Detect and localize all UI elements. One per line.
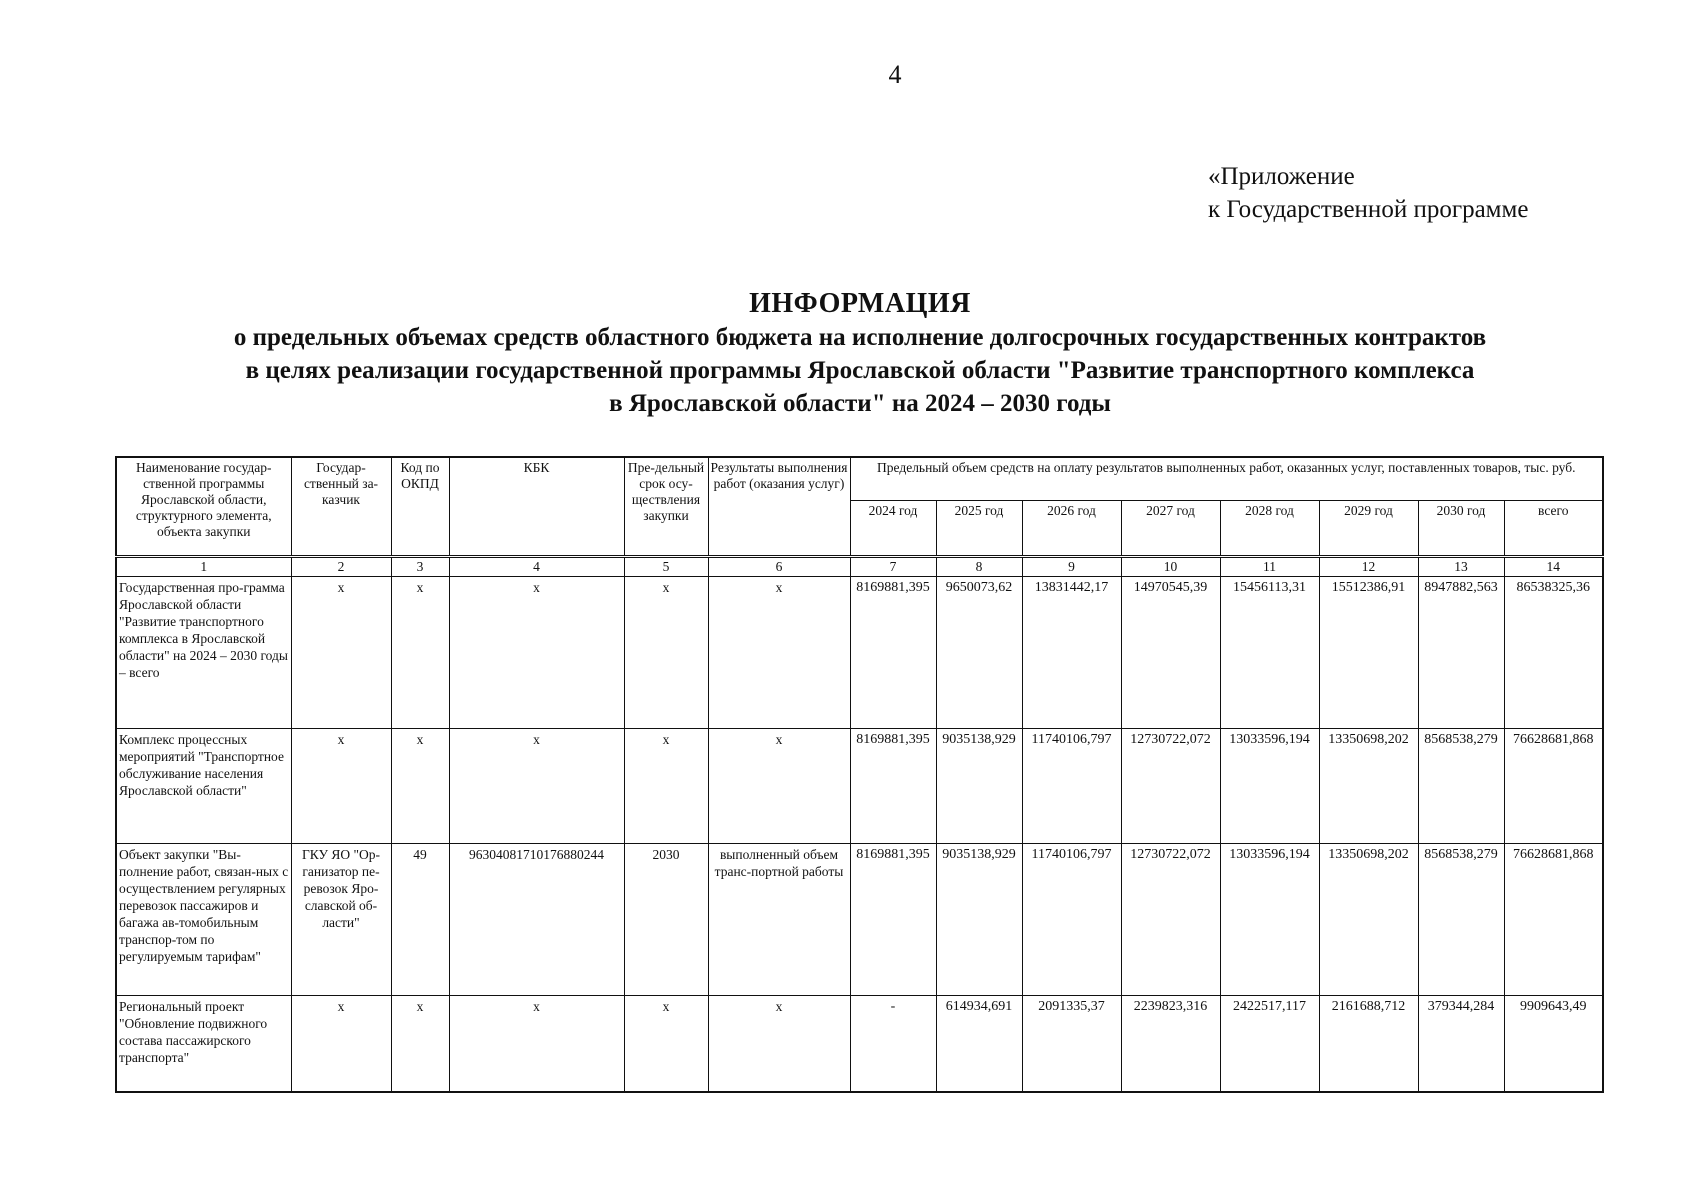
row-name: Объект закупки "Вы-полнение работ, связан-ных с осуществлением регулярных перевозок пассажиров и багажа ав-томобильным транспор-том по регулируемым тарифам": [116, 844, 291, 996]
column-number: 2: [291, 557, 391, 577]
header-name: Наименование государ-ственной программы Ярославской области, структурного элемента, объекта закупки: [116, 457, 291, 557]
column-number: 8: [936, 557, 1022, 577]
row-value-total: 86538325,36: [1504, 577, 1603, 729]
row-value-2029: 2161688,712: [1319, 996, 1418, 1092]
header-year-2029: 2029 год: [1319, 501, 1418, 557]
appendix-note: [1208, 160, 1528, 226]
column-number: 5: [624, 557, 708, 577]
row-value-2024: -: [850, 996, 936, 1092]
row-value-2029: 13350698,202: [1319, 844, 1418, 996]
row-value-2025: 614934,691: [936, 996, 1022, 1092]
row-value-2028: 13033596,194: [1220, 729, 1319, 844]
header-results: Результаты выполнения работ (оказания услуг): [708, 457, 850, 557]
header-deadline: Пре-дельный срок осу-ществления закупки: [624, 457, 708, 557]
header-okpd: Код по ОКПД: [391, 457, 449, 557]
row-value-2026: 11740106,797: [1022, 844, 1121, 996]
table-row: [116, 844, 1603, 996]
row-okpd: x: [391, 729, 449, 844]
row-value-2026: 13831442,17: [1022, 577, 1121, 729]
row-value-total: 76628681,868: [1504, 844, 1603, 996]
row-value-2024: 8169881,395: [850, 729, 936, 844]
header-row-1: [116, 457, 1603, 501]
row-value-2025: 9650073,62: [936, 577, 1022, 729]
row-value-2028: 2422517,117: [1220, 996, 1319, 1092]
column-number-row: [116, 557, 1603, 577]
header-year-2028: 2028 год: [1220, 501, 1319, 557]
title-line-3: в Ярославской области" на 2024 – 2030 годы: [609, 390, 1111, 417]
appendix-line-2: к Государственной программе: [1208, 196, 1529, 223]
document-title: [110, 287, 1610, 420]
row-kbk: x: [449, 996, 624, 1092]
row-value-2024: 8169881,395: [850, 577, 936, 729]
table-row: [116, 577, 1603, 729]
row-deadline: x: [624, 729, 708, 844]
header-customer: Государ-ственный за-казчик: [291, 457, 391, 557]
header-total: всего: [1504, 501, 1603, 557]
row-name: Комплекс процессных мероприятий "Транспортное обслуживание населения Ярославской области": [116, 729, 291, 844]
row-value-2029: 15512386,91: [1319, 577, 1418, 729]
row-value-2027: 14970545,39: [1121, 577, 1220, 729]
budget-table: [115, 456, 1604, 1093]
row-value-2028: 13033596,194: [1220, 844, 1319, 996]
column-number: 9: [1022, 557, 1121, 577]
column-number: 11: [1220, 557, 1319, 577]
column-number: 6: [708, 557, 850, 577]
row-deadline: x: [624, 577, 708, 729]
header-limit-group: Предельный объем средств на оплату результатов выполненных работ, оказанных услуг, поставленных товаров, тыс. руб.: [850, 457, 1603, 501]
row-customer: x: [291, 729, 391, 844]
row-value-2028: 15456113,31: [1220, 577, 1319, 729]
column-number: 1: [116, 557, 291, 577]
column-number: 10: [1121, 557, 1220, 577]
title-line-1: о предельных объемах средств областного бюджета на исполнение долгосрочных государственных контрактов: [233, 324, 1487, 351]
appendix-line-1: «Приложение: [1208, 163, 1355, 190]
header-year-2026: 2026 год: [1022, 501, 1121, 557]
row-value-2027: 12730722,072: [1121, 729, 1220, 844]
table-row: [116, 996, 1603, 1092]
row-deadline: 2030: [624, 844, 708, 996]
column-number: 3: [391, 557, 449, 577]
row-value-2029: 13350698,202: [1319, 729, 1418, 844]
column-number: 7: [850, 557, 936, 577]
row-value-2030: 8568538,279: [1418, 729, 1504, 844]
row-value-2026: 11740106,797: [1022, 729, 1121, 844]
row-value-2026: 2091335,37: [1022, 996, 1121, 1092]
row-customer: ГКУ ЯО "Ор-ганизатор пе-ревозок Яро-славской об-ласти": [291, 844, 391, 996]
header-year-2027: 2027 год: [1121, 501, 1220, 557]
row-kbk: x: [449, 577, 624, 729]
title-main: ИНФОРМАЦИЯ: [749, 288, 971, 319]
column-number: 13: [1418, 557, 1504, 577]
row-deadline: x: [624, 996, 708, 1092]
row-results: x: [708, 577, 850, 729]
title-line-2: в целях реализации государственной программы Ярославской области "Развитие транспортного комплекса: [245, 357, 1475, 384]
row-results: x: [708, 729, 850, 844]
column-number: 12: [1319, 557, 1418, 577]
row-okpd: x: [391, 996, 449, 1092]
row-results: x: [708, 996, 850, 1092]
header-year-2025: 2025 год: [936, 501, 1022, 557]
row-value-2030: 8568538,279: [1418, 844, 1504, 996]
row-customer: x: [291, 577, 391, 729]
row-name: Региональный проект "Обновление подвижного состава пассажирского транспорта": [116, 996, 291, 1092]
row-name: Государственная про-грамма Ярославской области "Развитие транспортного комплекса в Ярославской области" на 2024 – 2030 годы – всего: [116, 577, 291, 729]
row-value-2027: 12730722,072: [1121, 844, 1220, 996]
row-value-2024: 8169881,395: [850, 844, 936, 996]
column-number: 4: [449, 557, 624, 577]
row-okpd: 49: [391, 844, 449, 996]
row-value-total: 9909643,49: [1504, 996, 1603, 1092]
column-number: 14: [1504, 557, 1603, 577]
row-value-2027: 2239823,316: [1121, 996, 1220, 1092]
row-value-2030: 8947882,563: [1418, 577, 1504, 729]
page-number: 4: [888, 60, 902, 89]
row-value-2025: 9035138,929: [936, 844, 1022, 996]
table-row: [116, 729, 1603, 844]
row-okpd: x: [391, 577, 449, 729]
row-value-total: 76628681,868: [1504, 729, 1603, 844]
row-value-2030: 379344,284: [1418, 996, 1504, 1092]
row-kbk: x: [449, 729, 624, 844]
row-results: выполненный объем транс-портной работы: [708, 844, 850, 996]
row-customer: x: [291, 996, 391, 1092]
header-year-2030: 2030 год: [1418, 501, 1504, 557]
row-kbk: 96304081710176880244: [449, 844, 624, 996]
header-year-2024: 2024 год: [850, 501, 936, 557]
header-kbk: КБК: [449, 457, 624, 557]
row-value-2025: 9035138,929: [936, 729, 1022, 844]
